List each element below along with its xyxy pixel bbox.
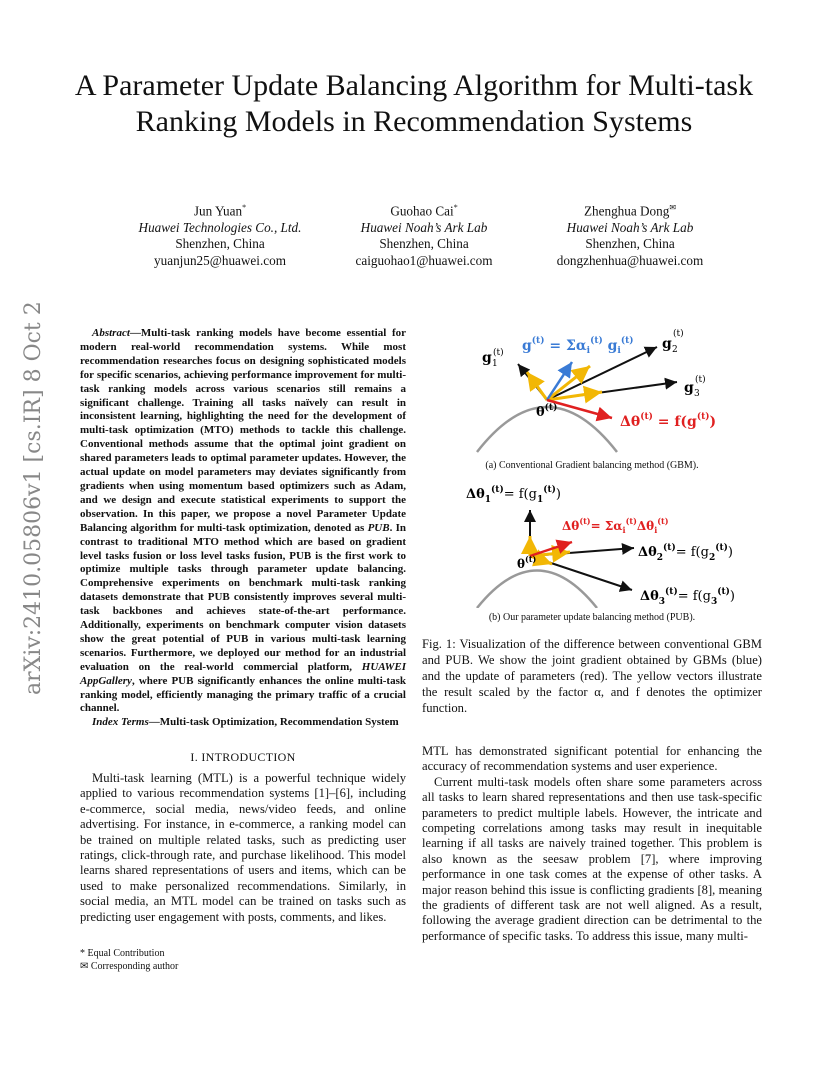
abstract-text-2: . In contrast to traditional MTO method which are based on gradient level tasks fusion or loss level tasks fusion, PUB is the first work to optimize multiple tasks through parameter update balancing. Comprehensive experiments on benchmark multi-task ranking datasets demonstrate that PUB consistently improves several multi-task backbones and achieves state-of-the-art performance. Additionally, experiments on benchmark computer vision datasets show the great potential of PUB in various multi-task learning scenarios. Furthermore, we deployed our method for an industrial evaluation on the real-world commercial platform, xyxy=(80,521,406,673)
scaled-vector-1 xyxy=(527,372,547,400)
label-dtheta1: $\Delta\theta_1^{(t)}= f(g_1^{(t)})$ xyxy=(466,485,561,505)
author-email[interactable]: yuanjun25@huawei.com xyxy=(154,252,286,268)
abstract-text-3: , where PUB significantly enhances the online multi-task ranking model, efficiently managing the primary traffic of a crucial channel. xyxy=(80,674,406,715)
figure-a-diagram xyxy=(422,322,762,457)
svg-text:(t): (t) xyxy=(695,375,706,385)
intro-paragraph: Multi-task learning (MTL) is a powerful technique widely applied to various recommendation systems [1]–[6], including e-commerce, social media, news/video feeds, and online advertising. For instance, in e-commerce, a ranking model can be trained on multiple related tasks, such as predicting user ratings, click-through rate, and purchase likelihood. This model learns shared representations of users and items, which can be used to make personalized recommendations. Similarly, in social media, an MTL model can be trained on tasks such as predicting user engagement with posts, comments, and likes. xyxy=(80,771,406,924)
author-mark: * xyxy=(453,203,458,212)
label-g2: g xyxy=(662,336,672,352)
arxiv-id: arXiv:2410.05806v1 [cs.IR] 8 Oct 2024 xyxy=(21,300,46,695)
label-g3: g xyxy=(684,380,694,396)
abstract-text: —Multi-task ranking models have become essential for modern real-world recommendation systems. While most recommendation researches focus on designing sophisticated models for specific scenarios, achieving performance improvement for multi-task ranking models across various scenarios still remains a significant challenge. Training all tasks naïvely can result in inconsistent learning, highlighting the need for the development of multi-task optimization (MTO) methods to tackle this challenge. Conventional methods assume that the optimal joint gradient on shared parameters leads to optimal parameter updates. However, the actual update on model parameters may deviates significantly from gradients when using momentum based optimizers such as Adam, and we design and execute statistical experiments to support the observation. In this paper, we propose a novel Parameter Update Balancing algorithm for multi-task optimization, denoted as xyxy=(80,327,406,534)
author-location: Shenzhen, China xyxy=(585,236,675,252)
author-2 xyxy=(314,200,534,269)
intro-paragraph-2: Current multi-task models often share some parameters across all tasks to learn shared representations and then use task-specific parameters to predict multiple labels. However, the intricate and competing correlations among tasks may result in inequitable learning if all tasks are naively trained together. This problem is also known as the seesaw problem [7], where improving performance in one task comes at the expense of other tasks. A major reason behind this issue is conflicting gradients [8], meaning the gradients of different task are not well aligned. As a result, following the average gradient direction can be detrimental to the performance of specific tasks. To address this issue, many multi- xyxy=(422,774,762,943)
author-mark: * xyxy=(242,203,247,212)
author-location: Shenzhen, China xyxy=(175,236,265,252)
label-theta-b: $\theta^{(t)}$ xyxy=(517,554,537,571)
author-name: Guohao Cai xyxy=(390,203,454,219)
abstract-label: Abstract xyxy=(92,327,130,339)
svg-text:3: 3 xyxy=(694,389,700,399)
svg-text:1: 1 xyxy=(492,359,498,369)
figure-b-diagram xyxy=(422,478,762,608)
footnote-equal: * Equal Contribution xyxy=(80,948,165,959)
author-affiliation: Huawei Technologies Co., Ltd. xyxy=(138,219,302,235)
label-theta: $\theta^{(t)}$ xyxy=(536,403,558,420)
intro-right xyxy=(422,744,762,944)
author-1 xyxy=(110,200,330,269)
label-dtheta2: $\Delta\theta_2^{(t)}= f(g_2^{(t)})$ xyxy=(638,543,733,563)
intro-paragraph-continued: MTL has demonstrated significant potential for enhancing the accuracy of recommendation systems and user experience. xyxy=(422,744,762,774)
author-location: Shenzhen, China xyxy=(379,236,469,252)
author-mark: ✉ xyxy=(669,203,677,212)
author-email[interactable]: dongzhenhua@huawei.com xyxy=(556,252,704,268)
svg-text:2: 2 xyxy=(672,345,678,355)
author-email[interactable]: caiguohao1@huawei.com xyxy=(355,252,493,268)
label-delta-theta: $\Delta\theta^{(t)} = f(g^{(t)})$ xyxy=(620,412,717,430)
author-affiliation: Huawei Noah’s Ark Lab xyxy=(360,219,488,235)
intro-left xyxy=(80,771,406,925)
paper-title: A Parameter Update Balancing Algorithm for Multi-task Ranking Models in Recommendation Systems xyxy=(74,69,754,138)
abstract-pub: PUB xyxy=(367,521,390,534)
label-g1: g xyxy=(482,350,492,366)
figure-caption: Fig. 1: Visualization of the difference between conventional GBM and PUB. We show the joint gradient obtained by GBMs (blue) and the update of parameters (red). The yellow vectors illustrate the result scaled by the factor α, and f denotes the optimizer function. xyxy=(422,637,762,715)
author-name: Jun Yuan xyxy=(193,203,243,219)
author-name: Zhenghua Dong xyxy=(583,203,670,219)
author-3 xyxy=(520,200,740,269)
author-affiliation: Huawei Noah’s Ark Lab xyxy=(566,219,694,235)
loss-curve-b xyxy=(477,571,597,609)
svg-text:(t): (t) xyxy=(673,329,684,339)
label-dtheta3: $\Delta\theta_3^{(t)}= f(g_3^{(t)})$ xyxy=(640,587,735,607)
index-terms-label: Index Terms xyxy=(92,716,149,729)
abstract-huawei: HUAWEI AppGallery xyxy=(80,660,406,687)
svg-text:(t): (t) xyxy=(493,348,504,358)
figure-b-caption: (b) Our parameter update balancing method (PUB). xyxy=(488,612,696,623)
index-terms: —Multi-task Optimization, Recommendation System xyxy=(148,716,399,729)
footnote-corresponding: ✉ Corresponding author xyxy=(80,961,179,972)
arxiv-stamp xyxy=(10,300,50,700)
label-g-joint: $g^{(t)} = \Sigma\alpha_i^{(t)}$ $g_i^{(t)}$ xyxy=(522,336,634,356)
label-dtheta-joint: $\Delta\theta^{(t)}= \Sigma\alpha_i^{(t)}\Delta\theta_i^{(t)}$ xyxy=(562,516,669,535)
footnotes xyxy=(80,947,406,973)
figure-a-caption: (a) Conventional Gradient balancing method (GBM). xyxy=(485,460,699,471)
section-heading: I. INTRODUCTION xyxy=(190,750,296,764)
abstract xyxy=(80,327,406,730)
